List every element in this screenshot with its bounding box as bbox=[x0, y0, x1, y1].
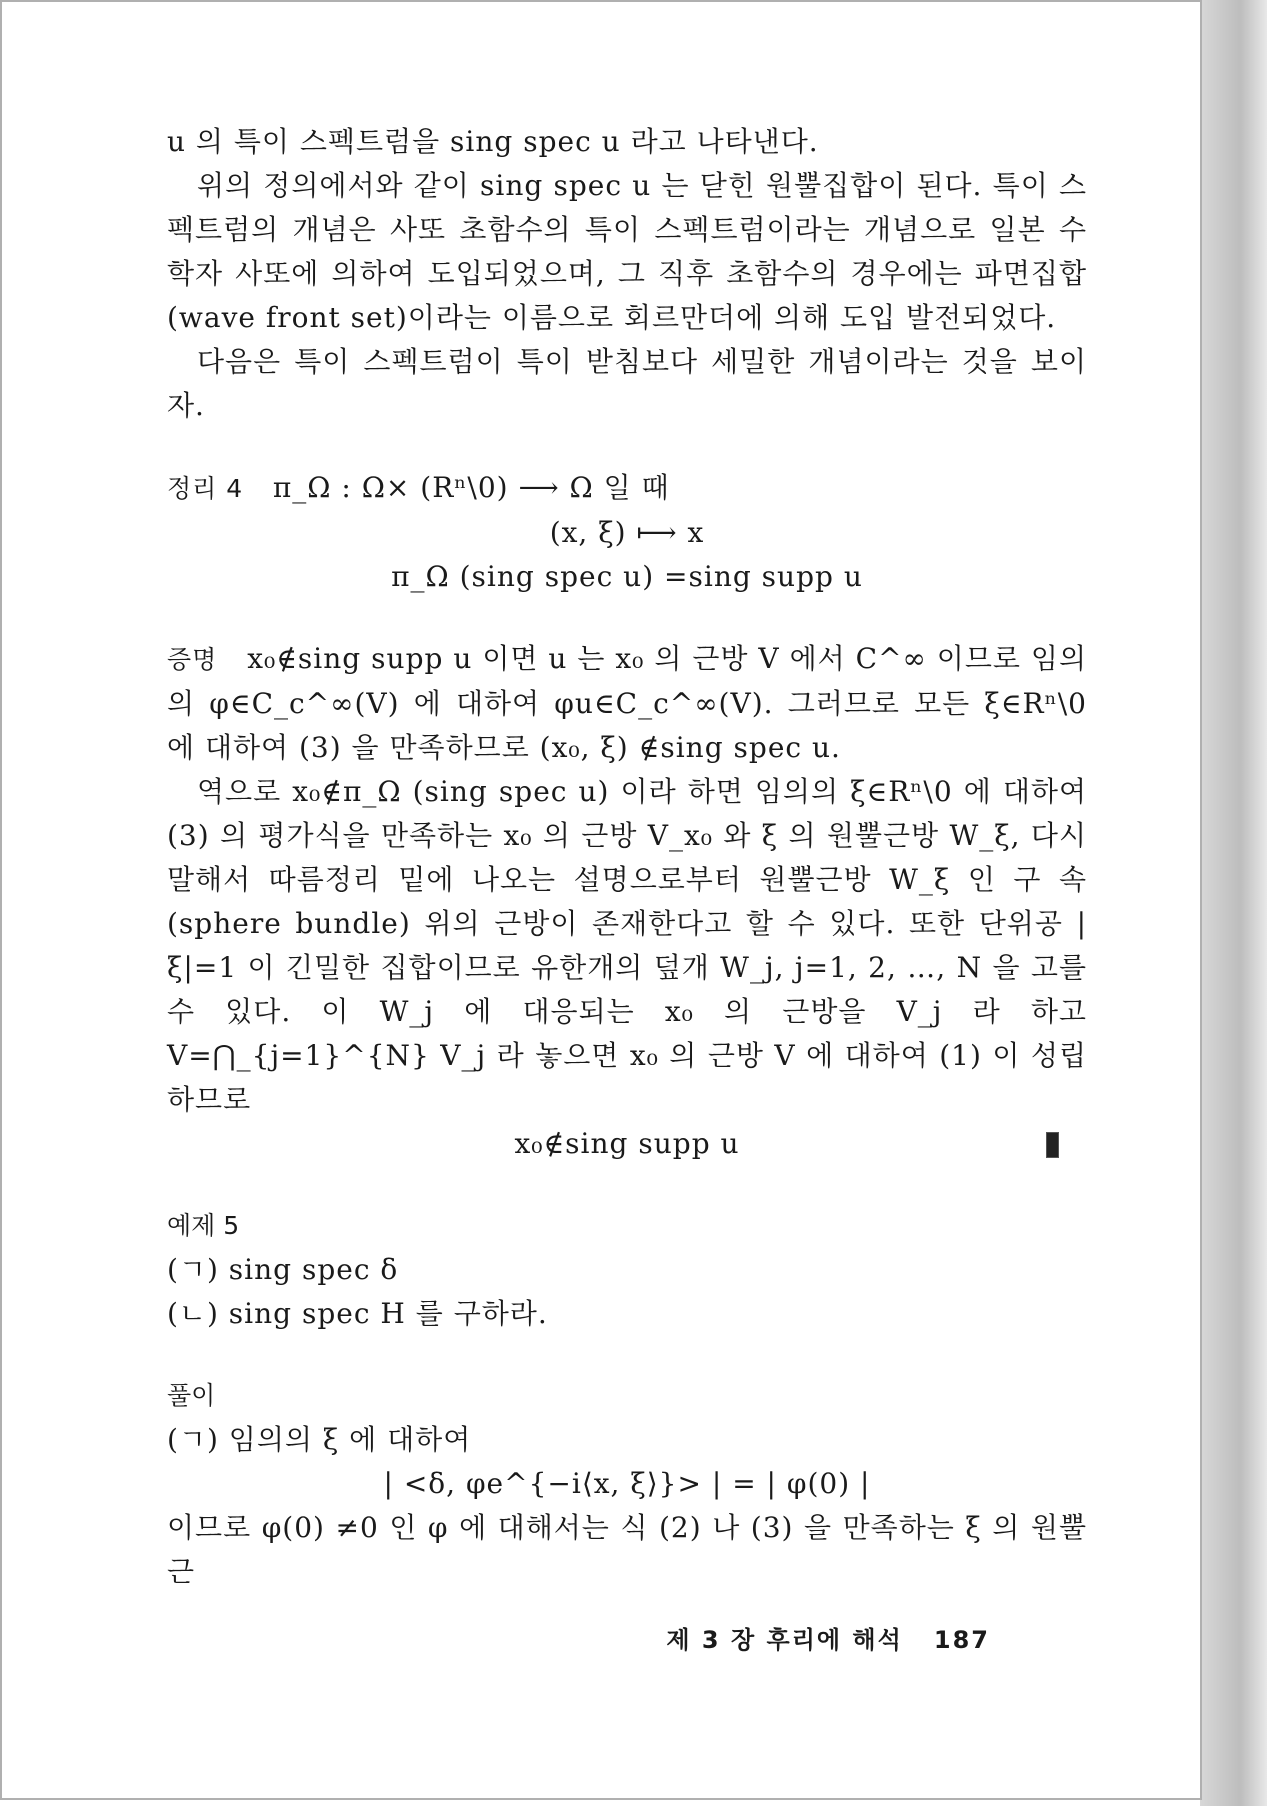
theorem-result: π_Ω (sing spec u) =sing supp u bbox=[391, 560, 863, 593]
solution-equation: | <δ, φe^{−i⟨x, ξ⟩}> | = | φ(0) | bbox=[383, 1467, 871, 1500]
paragraph-intro: u 의 특이 스펙트럼을 sing spec u 라고 나타낸다. bbox=[167, 125, 819, 158]
footer-chapter: 제 3 장 후리에 해석 bbox=[666, 1626, 903, 1654]
page-footer bbox=[666, 1620, 990, 1655]
solution-line-2: 이므로 φ(0) ≠0 인 φ 에 대해서는 식 (2) 나 (3) 을 만족하는 ξ 의 원뿔근 bbox=[167, 1511, 1087, 1588]
proof-conclusion: x₀∉sing supp u bbox=[514, 1127, 740, 1160]
end-of-proof-mark bbox=[1046, 1132, 1059, 1158]
paragraph-definition: 위의 정의에서와 같이 sing spec u 는 닫힌 원뿔집합이 된다. 특이 스펙트럼의 개념은 사또 초함수의 특이 스펙트럼이라는 개념으로 일본 수학자 사또에 의하여 도입되었으며, 그 직후 초함수의 경우에는 파면집합(wave front set)이라는 이름으로 회르만더에 의해 도입 발전되었다. bbox=[167, 169, 1087, 334]
theorem-text: π_Ω : Ω× (Rⁿ\0) ⟶ Ω 일 때 bbox=[272, 471, 670, 504]
example-item-a: (ㄱ) sing spec δ bbox=[167, 1253, 399, 1286]
theorem-statement bbox=[167, 466, 1087, 511]
page-edge-shadow bbox=[1200, 0, 1267, 1806]
paragraph-lead-in: 다음은 특이 스펙트럼이 특이 받침보다 세밀한 개념이라는 것을 보이자. bbox=[167, 345, 1087, 422]
theorem-map: (x, ξ) ⟼ x bbox=[549, 516, 705, 549]
proof-label: 증명 bbox=[167, 645, 218, 674]
proof-conclusion-line bbox=[167, 1122, 1087, 1166]
proof-paragraph-1 bbox=[167, 637, 1087, 770]
page-number: 187 bbox=[933, 1626, 990, 1654]
proof-paragraph-2: 역으로 x₀∉π_Ω (sing spec u) 이라 하면 임의의 ξ∈Rⁿ\0 에 대하여 (3) 의 평가식을 만족하는 x₀ 의 근방 V_x₀ 와 ξ 의 원뿔근방 W_ξ, 다시 말해서 따름정리 밑에 나오는 설명으로부터 원뿔근방 W_ξ 인 구 속(sphere bundle) 위의 근방이 존재한다고 할 수 있다. 또한 단위공 |ξ|=1 이 긴밀한 집합이므로 유한개의 덮개 W_j, j=1, 2, …, N 을 고를 수 있다. 이 W_j 에 대응되는 x₀ 의 근방을 V_j 라 하고 V=⋂_{j=1}^{N} V_j 라 놓으면 x₀ 의 근방 V 에 대하여 (1) 이 성립하므로 bbox=[167, 775, 1088, 1116]
example-label: 예제 5 bbox=[167, 1211, 240, 1240]
solution-label: 풀이 bbox=[167, 1381, 216, 1410]
proof-text-1: x₀∉sing supp u 이면 u 는 x₀ 의 근방 V 에서 C^∞ 이므로 임의의 φ∈C_c^∞(V) 에 대하여 φu∈C_c^∞(V). 그러므로 모든 ξ∈Rⁿ\0 에 대하여 (3) 을 만족하므로 (x₀, ξ) ∉sing spec u. bbox=[167, 642, 1088, 764]
page-content bbox=[167, 120, 1087, 1594]
theorem-label: 정리 4 bbox=[167, 474, 244, 503]
solution-line-1: (ㄱ) 임의의 ξ 에 대하여 bbox=[167, 1423, 472, 1456]
example-item-b: (ㄴ) sing spec H 를 구하라. bbox=[167, 1297, 548, 1330]
